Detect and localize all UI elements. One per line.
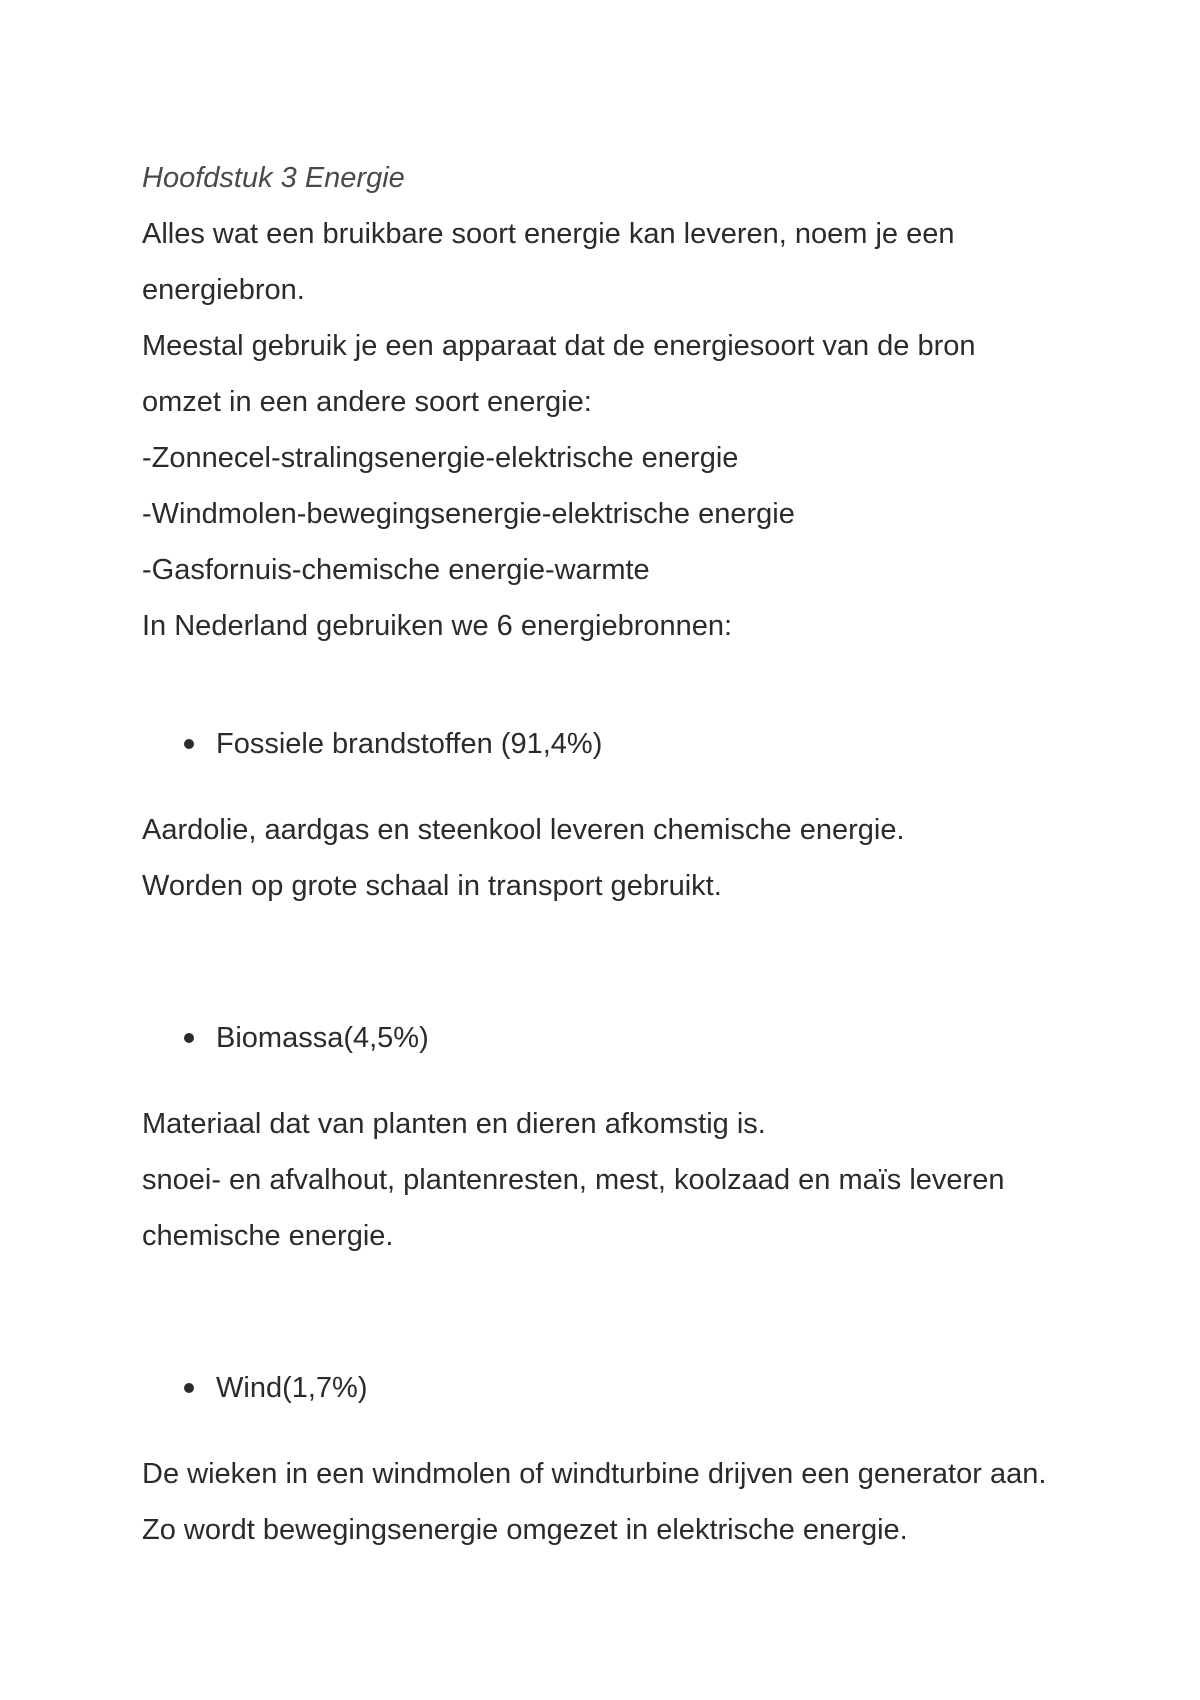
spacer xyxy=(142,914,1102,1010)
spacer xyxy=(142,1066,1102,1096)
conversion-line: -Gasfornuis-chemische energie-warmte xyxy=(142,554,650,586)
section-line: De wieken in een windmolen of windturbine drijven een generator aan. xyxy=(142,1458,1047,1490)
intro-line: Meestal gebruik je een apparaat dat de energiesoort van de bron xyxy=(142,330,976,362)
spacer xyxy=(142,1416,1102,1446)
spacer xyxy=(142,772,1102,802)
bullet-label: Fossiele brandstoffen (91,4%) xyxy=(216,728,603,760)
conversion-line: -Windmolen-bewegingsenergie-elektrische energie xyxy=(142,498,795,530)
bullet-item-wind xyxy=(142,1360,1102,1416)
bullet-item-biomass xyxy=(142,1010,1102,1066)
intro-line: Alles wat een bruikbare soort energie kan leveren, noem je een xyxy=(142,218,955,250)
spacer xyxy=(142,1264,1102,1360)
sources-intro: In Nederland gebruiken we 6 energiebronnen: xyxy=(142,610,733,642)
intro-line: energiebron. xyxy=(142,274,305,306)
intro-line: omzet in een andere soort energie: xyxy=(142,386,592,418)
section-line: Aardolie, aardgas en steenkool leveren chemische energie. xyxy=(142,814,905,846)
section-line: chemische energie. xyxy=(142,1220,394,1252)
conversion-line: -Zonnecel-stralingsenergie-elektrische energie xyxy=(142,442,739,474)
bullet-icon xyxy=(184,739,194,749)
section-line: Zo wordt bewegingsenergie omgezet in elektrische energie. xyxy=(142,1514,908,1546)
chapter-title: Hoofdstuk 3 Energie xyxy=(142,162,405,194)
spacer xyxy=(142,654,1102,716)
document-page xyxy=(142,150,1102,1558)
bullet-icon xyxy=(184,1383,194,1393)
section-line: Worden op grote schaal in transport gebruikt. xyxy=(142,870,722,902)
bullet-label: Biomassa(4,5%) xyxy=(216,1022,429,1054)
bullet-item-fossil xyxy=(142,716,1102,772)
section-line: Materiaal dat van planten en dieren afkomstig is. xyxy=(142,1108,766,1140)
bullet-icon xyxy=(184,1033,194,1043)
bullet-label: Wind(1,7%) xyxy=(216,1372,368,1404)
section-line: snoei- en afvalhout, plantenresten, mest, koolzaad en maïs leveren xyxy=(142,1164,1005,1196)
